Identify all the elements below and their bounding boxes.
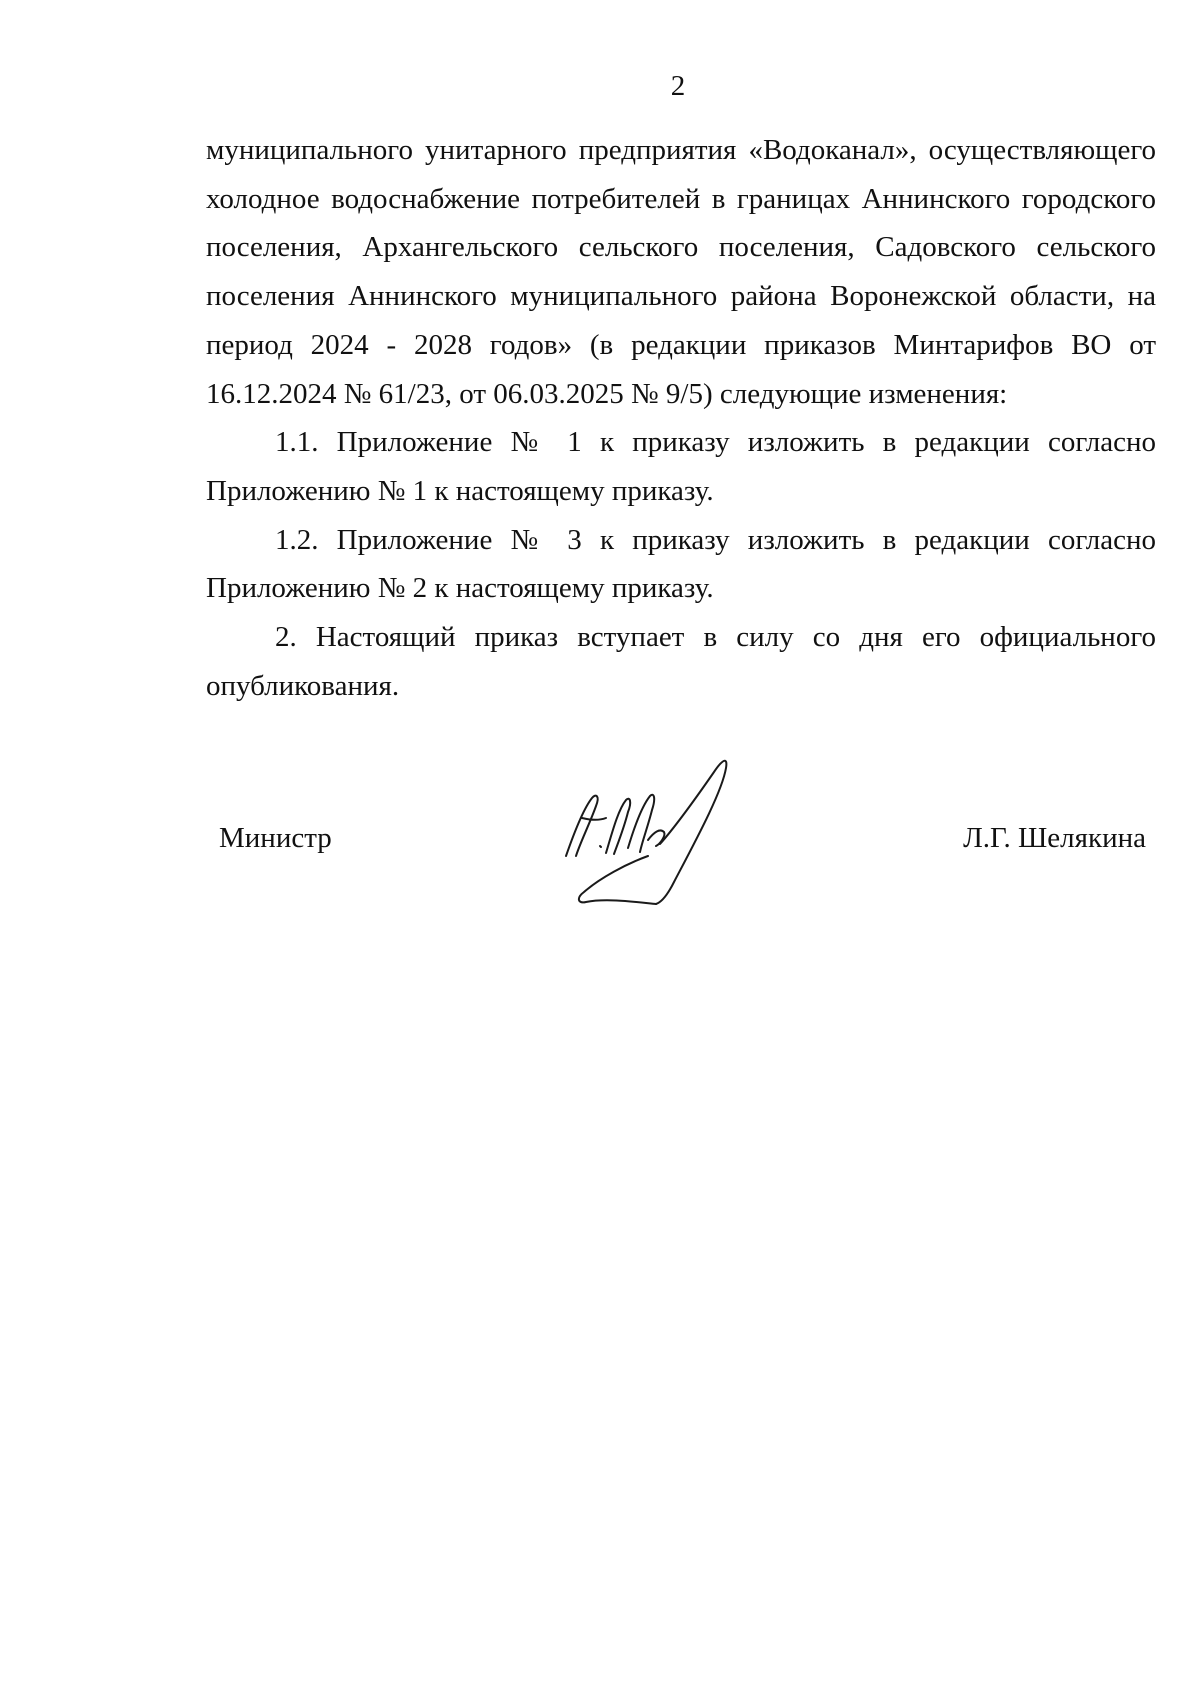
signatory-title: Министр <box>219 822 332 854</box>
paragraph-item-2: 2. Настоящий приказ вступает в силу со дня его официального опубликования. <box>206 621 1156 702</box>
page-number: 2 <box>670 70 686 102</box>
signature-block <box>206 820 1156 930</box>
paragraph-continuation: муниципального унитарного предприятия «Водоканал», осуществляющего холодное водоснабжение потребителей в границах Аннинского городского поселения, Архангельского сельского поселения, Садовского сельского поселения Аннинского муниципального района Воронежской области, на период 2024 - 2028 годов» (в редакции приказов Минтарифов ВО от 16.12.2024 № 61/23, от 06.03.2025 № 9/5) следующие изменения: <box>206 134 1156 410</box>
paragraph-item-1-1: 1.1. Приложение № 1 к приказу изложить в редакции согласно Приложению № 1 к настоящему приказу. <box>206 426 1156 507</box>
document-body <box>206 126 1156 710</box>
handwritten-signature <box>556 748 746 928</box>
paragraph-item-1-2: 1.2. Приложение № 3 к приказу изложить в редакции согласно Приложению № 2 к настоящему приказу. <box>206 523 1156 605</box>
signatory-name: Л.Г. Шелякина <box>963 822 1146 854</box>
